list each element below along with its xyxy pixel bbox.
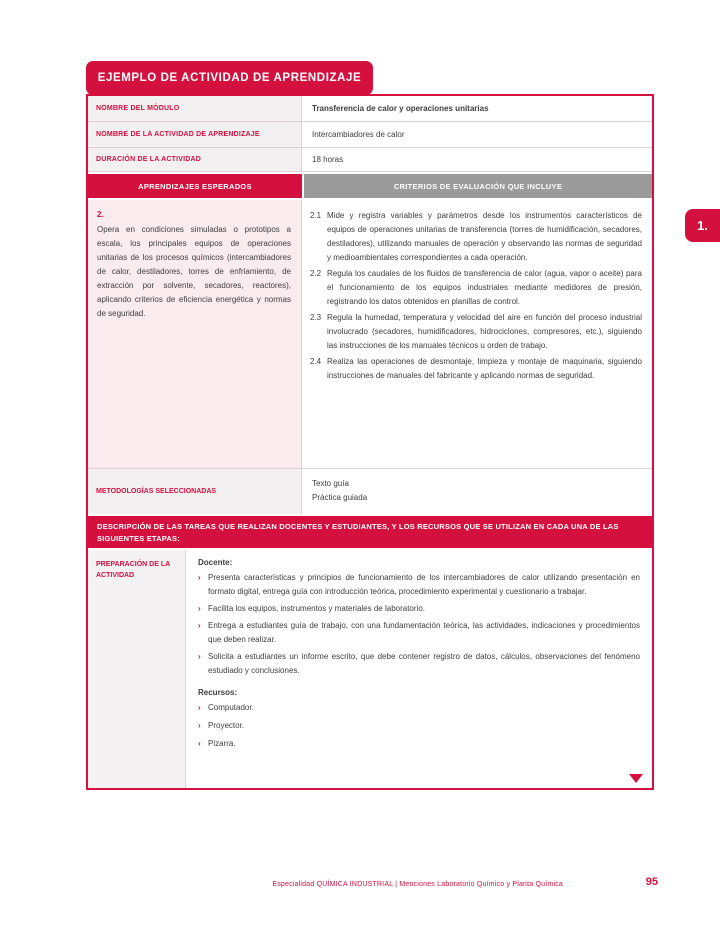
docente-bullet [198,571,640,599]
docente-heading: Docente: [198,558,233,567]
metodologias-row [88,468,652,514]
descripcion-tareas-bar: DESCRIPCIÓN DE LAS TAREAS QUE REALIZAN DOCENTES Y ESTUDIANTES, Y LOS RECURSOS QUE SE UTILIZAN EN CADA UNA DE LAS SIGUIENTES ETAPAS: [88,514,652,550]
page-title: EJEMPLO DE ACTIVIDAD DE APRENDIZAJE [97,72,362,84]
recursos-heading: Recursos: [198,688,238,697]
row-value-actividad: Intercambiadores de calor [312,130,405,139]
page-number: 95 [645,876,658,888]
chevron-bullet-icon: › [198,652,201,661]
recurso-bullet [198,719,640,733]
table-row-actividad [88,122,652,148]
metodologias-label: METODOLOGÍAS SELECCIONADAS [88,469,302,514]
criterios-cell [302,200,652,468]
docente-bullet-text: Facilita los equipos, instrumentos y materiales de laboratorio. [208,604,425,613]
preparacion-label: PREPARACIÓN DE LA ACTIVIDAD [88,550,186,788]
chevron-bullet-icon: › [198,573,201,582]
metodologia-item: Texto guía [312,479,349,488]
criterio-text: Regula la humedad, temperatura y velocidad del aire en función del proceso industrial involucrado (secadores, humidificadores, hidrociclones, compresores, etc.), siguiendo las instrucciones de los manuales técnicos u orden de trabajo. [327,313,642,350]
chevron-bullet-icon: › [198,621,201,630]
preparacion-content [186,550,652,788]
docente-bullet-text: Entrega a estudiantes guía de trabajo, con una fundamentación teórica, las actividades, indicaciones y procedimientos que deben realizar. [208,621,640,644]
chevron-bullet-icon: › [198,703,201,712]
criterio-number: 2.4 [310,357,322,366]
recurso-text: Proyector. [208,721,245,730]
metodologias-values [302,469,652,514]
docente-bullet [198,619,640,647]
footer-specialty-text: Especialidad QUÍMICA INDUSTRIAL | Menciones Laboratorio Químico y Planta Química [272,881,563,888]
criterio-number: 2.3 [310,313,322,322]
aprendizaje-number: 2. [97,210,104,219]
recurso-bullet [198,737,640,751]
recurso-text: Computador. [208,703,254,712]
chevron-bullet-icon: › [198,721,201,730]
recurso-bullet [198,701,640,715]
recursos-block [198,688,640,751]
header-aprendizajes: APRENDIZAJES ESPERADOS [88,174,302,198]
row-label-actividad: NOMBRE DE LA ACTIVIDAD DE APRENDIZAJE [88,122,302,147]
header-criterios: CRITERIOS DE EVALUACIÓN QUE INCLUYE [304,174,652,198]
criterio-item [310,209,642,265]
table-row-modulo [88,96,652,122]
docente-bullet [198,650,640,678]
criterio-text: Mide y registra variables y parámetros desde los instrumentos característicos de equipos de operaciones unitarias de transferencia (torres de humidificación, secadores, destiladores), utilizando manuales de operación y observando las normas de seguridad y medioambientales correspondientes a cada operación. [327,211,642,262]
chapter-number: 1. [697,218,708,233]
docente-bullet [198,602,640,616]
criterio-number: 2.1 [310,211,322,220]
chapter-side-tab [685,209,720,242]
row-label-duracion: DURACIÓN DE LA ACTIVIDAD [88,148,302,171]
chevron-bullet-icon: › [198,739,201,748]
aprendizaje-criterios-row [88,200,652,468]
docente-bullet-text: Solicita a estudiantes un informe escrito, que debe contener registro de datos, cálculos, observaciones del fenómeno estudiado y conclusiones. [208,652,640,675]
aprendizaje-text: Opera en condiciones simuladas o prototipos a escala, los principales equipos de operaciones unitarias de los procesos químicos (intercambiadores de calor, destiladores, torres de enfriamiento, de extracción por solvente, secadores, reactores), aplicando criterios de eficiencia energética y normas de seguridad. [97,225,291,318]
criterio-text: Realiza las operaciones de desmontaje, limpieza y montaje de maquinaria, siguiendo instrucciones de manuales del fabricante y aplicando normas de seguridad. [327,357,642,380]
preparacion-row [88,550,652,788]
continues-next-page-icon [629,774,643,783]
recurso-text: Pizarra. [208,739,236,748]
criterio-number: 2.2 [310,269,322,278]
row-value-modulo: Transferencia de calor y operaciones unitarias [312,104,489,113]
row-label-modulo: NOMBRE DEL MÓDULO [88,96,302,121]
chevron-bullet-icon: › [198,604,201,613]
docente-bullet-text: Presenta características y principios de funcionamiento de los intercambiadores de calor utilizando presentación en formato digital, entrega guía con introducción teórica, procedimiento experimental y cuestionario a trabajar. [208,573,640,596]
activity-table [86,94,654,790]
metodologia-item: Práctica guiada [312,493,368,502]
criterio-item [310,267,642,309]
criterio-text: Regula los caudales de los fluidos de transferencia de calor (agua, vapor o aceite) para el funcionamiento de los equipos industriales mediante medidores de presión, registrando los datos obtenidos en planillas de control. [327,269,642,306]
row-value-duracion: 18 horas [312,155,344,164]
page-title-tab [86,61,373,95]
table-row-duracion [88,148,652,172]
columns-header-row [88,172,652,200]
criterio-item [310,355,642,383]
criterio-item [310,311,642,353]
aprendizaje-cell [88,200,302,468]
